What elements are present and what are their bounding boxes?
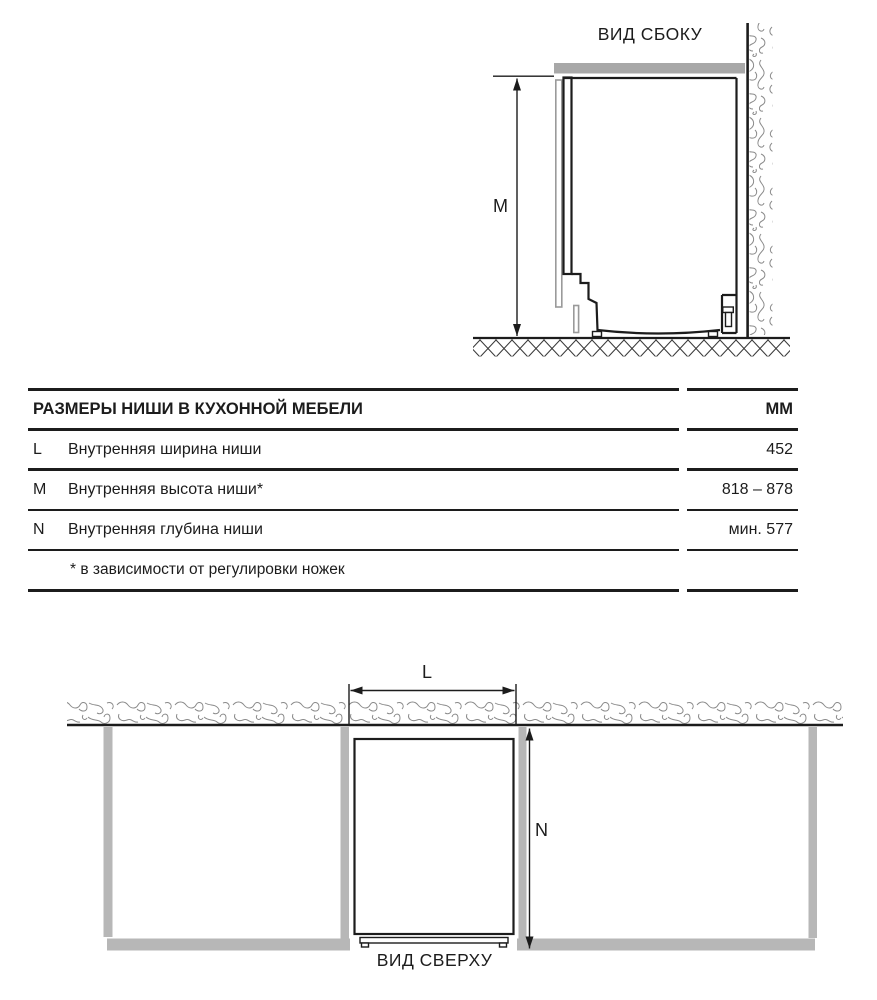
table-row-height bbox=[28, 471, 798, 509]
rear-foot bbox=[709, 332, 718, 337]
door-panel bbox=[564, 78, 572, 275]
dim-label-n: N bbox=[535, 820, 548, 840]
appliance-bottom-edge bbox=[572, 274, 721, 334]
appliance-rear-edge bbox=[722, 78, 737, 333]
countertop bbox=[554, 63, 745, 74]
plinth-strip bbox=[574, 306, 579, 333]
floor-hatch bbox=[473, 340, 790, 357]
top-view-drawing bbox=[0, 650, 877, 1000]
cabinet-panel-far-right bbox=[809, 727, 818, 938]
top-view-title: ВИД СВЕРХУ bbox=[376, 950, 493, 970]
niche-dimensions-table bbox=[28, 388, 798, 592]
wall-hatch bbox=[750, 23, 773, 335]
door-outer-panel bbox=[556, 80, 562, 307]
door-end-right bbox=[500, 943, 507, 947]
cabinet-panel-niche-left bbox=[341, 727, 350, 939]
table-row-depth bbox=[28, 511, 798, 549]
table-rule-bottom bbox=[28, 589, 798, 592]
cabinet-front-left bbox=[107, 939, 350, 951]
cabinet-panel-far-left bbox=[104, 727, 113, 937]
row-value: мин. 577 bbox=[728, 521, 793, 539]
table-footnote-row bbox=[28, 551, 798, 589]
wall-band-hatch bbox=[67, 700, 843, 724]
row-value: 818 – 878 bbox=[721, 480, 793, 498]
row-label: Внутренняя высота ниши* bbox=[68, 480, 264, 498]
row-label: Внутренняя ширина ниши bbox=[68, 440, 262, 458]
cabinet-panel-niche-right bbox=[519, 727, 527, 939]
appliance-door-bar bbox=[360, 938, 508, 944]
front-foot bbox=[593, 332, 602, 337]
table-header-row bbox=[28, 391, 798, 429]
row-key: M bbox=[33, 480, 47, 498]
dim-label-m: M bbox=[493, 196, 508, 216]
table-row-width bbox=[28, 431, 798, 469]
row-label: Внутренняя глубина ниши bbox=[68, 521, 263, 539]
dim-label-l: L bbox=[421, 662, 432, 682]
cabinet-front-right bbox=[517, 939, 815, 951]
row-key: L bbox=[33, 440, 42, 458]
table-footnote: * в зависимости от регулировки ножек bbox=[70, 561, 345, 579]
door-end-left bbox=[362, 943, 369, 947]
table-unit-header: ММ bbox=[765, 399, 793, 418]
appliance-top-outline bbox=[355, 739, 514, 947]
appliance-body bbox=[355, 739, 514, 934]
table-title: РАЗМЕРЫ НИШИ В КУХОННОЙ МЕБЕЛИ bbox=[33, 399, 363, 418]
row-value: 452 bbox=[766, 440, 793, 458]
valve-detail-body bbox=[726, 313, 732, 327]
appliance-side-outline bbox=[556, 78, 737, 337]
side-view-drawing bbox=[0, 0, 877, 380]
row-key: N bbox=[33, 521, 45, 539]
valve-detail-top bbox=[723, 307, 734, 313]
side-view-title: ВИД СБОКУ bbox=[597, 24, 703, 44]
